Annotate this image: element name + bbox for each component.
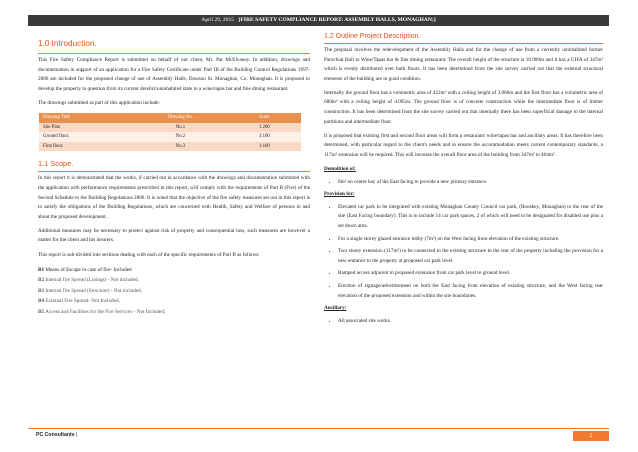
outline-paragraph-2: Internally the ground floor has a volumetric area of 422m³ with a ceiling height of 3.066m and the first floor has a volumetric area of 680m³ with a ceiling height of 4.095m. The ground floor is of concrete construction while the intermediate floor is of timber construction. It has been determined from the site survey carried out that internally there has been superficial damage to the internal partitions and intermediate floor. xyxy=(324,89,603,125)
intro-paragraph-1: This Fire Safety Compliance Report is submitted on behalf of our client, Mr. Pat McElvaney. In addition, drawings and documentation in support of an application for a Fire Safety Certificate under Part III of the Building Control Regulations 1997-2006 are included for the proposed change of use of Assembly Halls, Dawson St. Monaghan, Co. Monaghan. It is proposed to develop the property in question from its current derelict/uninhabited state to a wine/tapas bar and fine dining restaurant. xyxy=(38,57,310,92)
list-item: • For a single storey glazed entrance lobby (7m²) on the West facing front elevation of the existing structure. xyxy=(338,235,603,245)
list-item: • Two storey extension (117m²) to be connected to the existing structure to the rear of the property including the provision for a new entrance to the property at proposed car park level. xyxy=(338,247,603,266)
demolition-label: Demolition of: xyxy=(324,166,356,173)
header-date: April 29, 2015 xyxy=(201,17,235,23)
list-item xyxy=(38,286,310,297)
scope-paragraph-1: In this report it is demonstrated that the works, if carried out in accordance with the drawings and documentation submitted with the application with performance requirements prescribed in this report, will comply with the requirements of Part B (Fire) of the Second Schedule to the Building Regulations 2006. It is noted that the objective of the fire safety measures set out in this report is to satisfy the obligations of the Building Regulations, which are concerned with Health, Safety and Welfare of persons in and about the proposed development. xyxy=(38,175,310,220)
intro-paragraph-2: The drawings submitted as part of this application include: xyxy=(38,99,160,106)
outline-paragraph-1: The proposal involves the redevelopment of the Assembly Halls and for the change of use from a currently uninhabited former Parochial Hall to Wine/Tapas bar & fine dining restaurant. The overall height of the structure is 10.900m and it has a GIFA of 347m² which is evenly distributed over both floors. It has been determined from the site survey carried out that the external structural elements of the building are in good condition. xyxy=(324,47,603,82)
demolition-list xyxy=(324,178,603,188)
page-header xyxy=(28,15,609,26)
right-column xyxy=(324,32,603,329)
table-row xyxy=(39,132,301,142)
list-item: • Elevated car park to be integrated with existing Monaghan County Council car park, (Rooskey, Monaghan) to the rear of the site (East Facing boundary). This is to include 14 car park spaces, 2 of which will need to be designated for disabled use plus a set down area. xyxy=(338,203,603,232)
table-row xyxy=(39,123,301,133)
part-code: B2 xyxy=(38,277,45,284)
part-text: External Fire Spread- Not Included, xyxy=(45,298,120,305)
table-cell: Ground floor. xyxy=(39,132,133,142)
part-text: Access and Facilities for the Fire Services - Not Included; xyxy=(45,308,166,315)
scope-heading: 1.1 Scope. xyxy=(38,159,74,169)
list-item: • Erection of signage/advertisement on both the East facing front elevation of existing structure, and the West facing rear elevation of the proposed extension and within the site boundaries. xyxy=(338,282,603,301)
table-row xyxy=(39,142,301,152)
scope-paragraph-2: Additional measures may be necessary to protect against risk of property and consequential loss, such measures are however a matter for the client and his insurers. xyxy=(38,227,310,244)
provision-list xyxy=(324,203,603,301)
provision-label: Provision for: xyxy=(324,191,355,198)
table-cell: 1:100 xyxy=(228,132,301,142)
list-item xyxy=(38,275,310,286)
part-code: B5 xyxy=(38,308,45,315)
list-item: • 8m² on centre bay of the East facing to provide a new primary entrance. xyxy=(338,178,603,188)
table-header-row xyxy=(39,113,301,123)
page-number-badge: 1 xyxy=(573,431,609,441)
list-item xyxy=(38,296,310,307)
footer-company xyxy=(36,432,77,438)
header-title: [FIRE SAFETY COMPLIANCE REPORT: ASSEMBLY HALLS, MONAGHAN;] xyxy=(238,17,436,23)
part-text: Means of Escape in case of fire- Included xyxy=(45,266,132,273)
col-header-title: Drawing Title xyxy=(39,113,133,123)
heading-underline xyxy=(38,171,310,172)
heading-underline xyxy=(324,43,603,44)
page-footer xyxy=(28,428,609,441)
scope-paragraph-3: This report is sub-divided into sections dealing with each of the specific requirements of Part B as follows: xyxy=(38,251,260,258)
footer-company-name: PC Consultants xyxy=(36,432,75,438)
list-item: • All associated site works. xyxy=(338,317,603,327)
col-header-scale: Scale xyxy=(228,113,301,123)
ancillary-label: Ancillary: xyxy=(324,305,347,312)
table-cell: 1:100 xyxy=(228,142,301,152)
table-cell: 1:200 xyxy=(228,123,301,133)
list-item xyxy=(38,265,310,276)
table-cell: Site Plan xyxy=(39,123,133,133)
table-cell: No.2 xyxy=(133,132,227,142)
left-column xyxy=(38,32,310,317)
drawings-table xyxy=(39,113,301,151)
part-code: B1 xyxy=(38,266,45,273)
part-text: Internal fire Spread (Structure) - Not included, xyxy=(45,287,143,294)
part-text: Internal fire Spread (Linings) - Not included, xyxy=(45,277,139,284)
part-code: B4 xyxy=(38,298,45,305)
col-header-number: Drawing No. xyxy=(133,113,227,123)
heading-underline xyxy=(38,53,310,54)
list-item xyxy=(38,307,310,318)
table-cell: First floor. xyxy=(39,142,133,152)
table-cell: No.1 xyxy=(133,123,227,133)
ancillary-list xyxy=(324,317,603,327)
part-code: B3 xyxy=(38,287,45,294)
part-b-list xyxy=(38,265,310,318)
outline-paragraph-3: It is proposed that existing first and second floor areas will form a restaurant/ wine/tapas bar and ancillary areas. It has therefore been determined, with particular regard to the client's needs and to ensure the accommodation meets current contemporary standards, a 117m² extension will be required. This will increase the overall floor area of the building from 347m² to 464m². xyxy=(324,132,603,158)
introduction-heading: 1.0 Introduction. xyxy=(38,39,97,48)
footer-separator: | xyxy=(76,432,78,438)
list-item: • Ramped access adjacent to proposed extension from car park level to ground level. xyxy=(338,269,603,279)
table-cell: No.3 xyxy=(133,142,227,152)
outline-heading: 1.2 Outline Project Description. xyxy=(324,33,421,40)
